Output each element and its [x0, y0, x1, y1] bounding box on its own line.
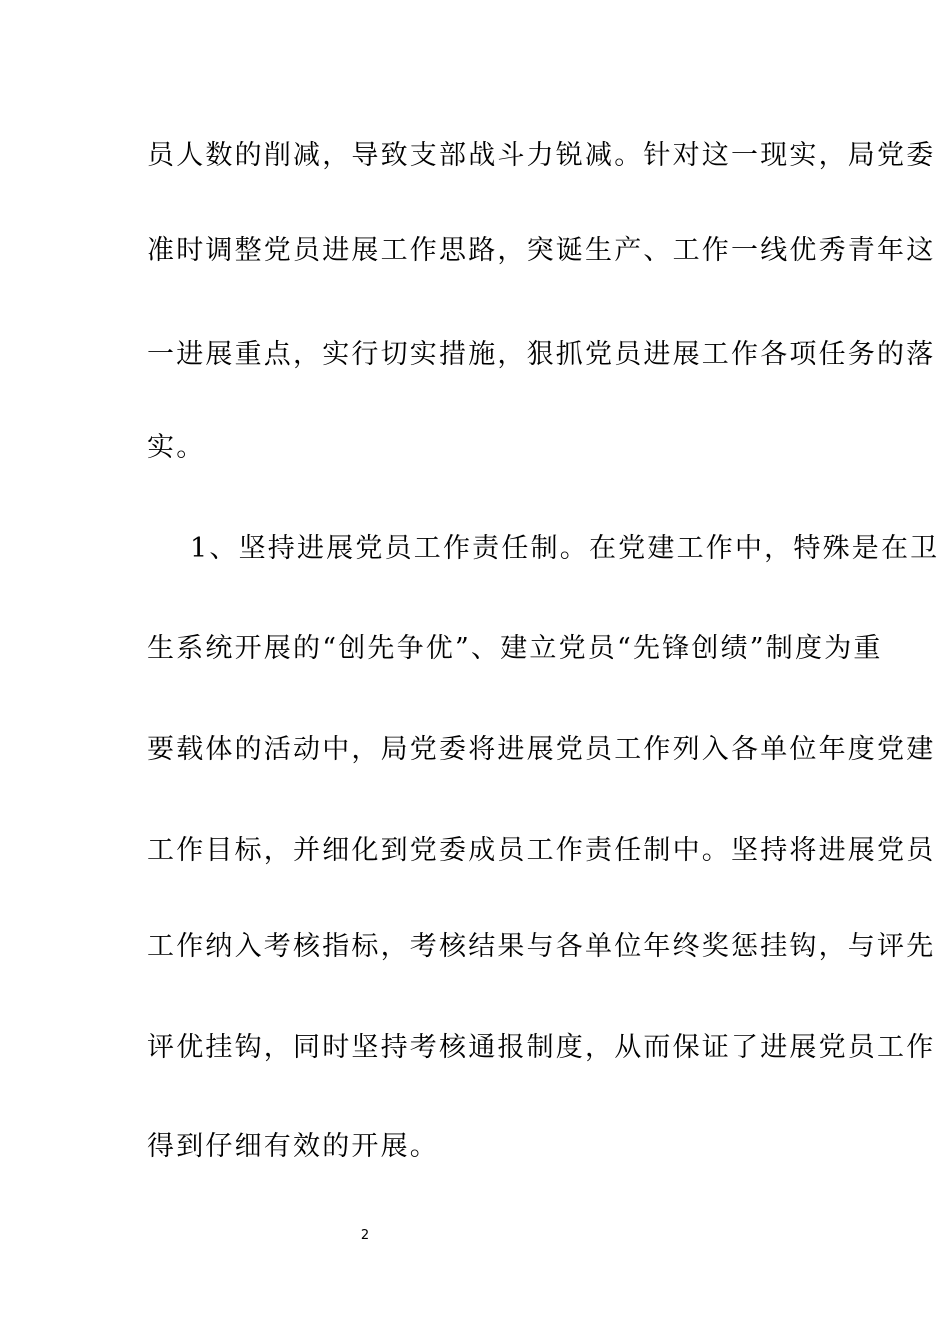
paragraph-2-line-2: 生系统开展的“创先争优”、建立党员“先锋创绩”制度为重 — [147, 633, 883, 664]
paragraph-2-line-3: 要载体的活动中，局党委将进展党员工作列入各单位年度党建 — [147, 734, 936, 765]
paragraph-1-line-4: 实。 — [147, 432, 206, 463]
paragraph-2-line-6: 评优挂钩，同时坚持考核通报制度，从而保证了进展党员工作 — [147, 1032, 936, 1063]
paragraph-2-line-5: 工作纳入考核指标，考核结果与各单位年终奖惩挂钩，与评先 — [147, 931, 936, 962]
paragraph-2-line-7: 得到仔细有效的开展。 — [147, 1131, 439, 1162]
paragraph-1-line-2: 准时调整党员进展工作思路，突诞生产、工作一线优秀青年这 — [147, 235, 936, 266]
paragraph-2-line-4: 工作目标，并细化到党委成员工作责任制中。坚持将进展党员 — [147, 835, 936, 866]
paragraph-1-line-1: 员人数的削减，导致支部战斗力锐减。针对这一现实，局党委 — [147, 140, 936, 171]
page-number: 2 — [360, 1228, 370, 1243]
paragraph-1-line-3: 一进展重点，实行切实措施，狠抓党员进展工作各项任务的落 — [147, 339, 936, 370]
paragraph-2-line-1: 1、坚持进展党员工作责任制。在党建工作中，特殊是在卫 — [190, 533, 940, 564]
